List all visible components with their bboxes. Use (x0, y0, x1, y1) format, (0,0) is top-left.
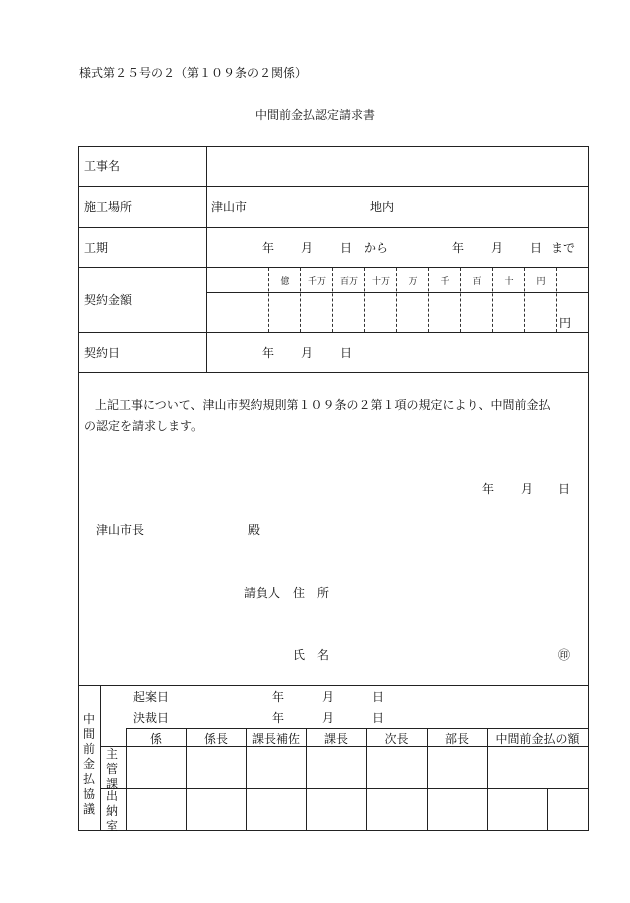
col-kakari: 係 (149, 732, 162, 746)
unit-juman: 十万 (371, 277, 390, 287)
unit-man: 万 (408, 277, 418, 287)
request-year: 年 (482, 482, 495, 496)
contractor-label: 請負人 (244, 586, 281, 600)
row-label-location: 施工場所 (84, 200, 133, 214)
seal-mark: ㊞ (558, 648, 571, 662)
drafted-year: 年 (272, 690, 285, 704)
contract-month: 月 (301, 346, 314, 360)
name-label: 氏 名 (293, 648, 330, 662)
name-field[interactable] (340, 642, 550, 666)
col-bucho: 部長 (444, 732, 469, 746)
period-from-day: 日 (340, 241, 353, 255)
unit-hyaku: 百 (472, 277, 482, 287)
row-label-period: 工期 (84, 241, 109, 255)
unit-oku: 億 (280, 277, 290, 287)
request-month: 月 (521, 482, 534, 496)
honorific: 殿 (248, 523, 261, 537)
period-to-year: 年 (452, 241, 465, 255)
period-to-month: 月 (491, 241, 504, 255)
row-shukanka: 主管課 (105, 747, 118, 791)
contract-day: 日 (340, 346, 353, 360)
drafted-month: 月 (322, 690, 335, 704)
col-kacho-hosa: 課長補佐 (251, 732, 300, 746)
address-label: 住 所 (293, 586, 330, 600)
row-label-contract-date: 契約日 (84, 346, 121, 360)
unit-ju: 十 (504, 277, 514, 287)
decided-year: 年 (272, 711, 285, 725)
period-from-month: 月 (301, 241, 314, 255)
location-suffix: 地内 (370, 200, 395, 214)
row-suitoshitsu: 出納室 (105, 789, 118, 833)
decided-day: 日 (372, 711, 385, 725)
request-paragraph-line2: の認定を請求します。 (84, 419, 204, 433)
page-title: 中間前金払認定請求書 (254, 108, 375, 122)
location-field[interactable] (208, 188, 586, 225)
row-label-amount: 契約金額 (84, 293, 133, 307)
request-day: 日 (558, 482, 571, 496)
form-number: 様式第２５号の２（第１０９条の２関係） (79, 66, 308, 80)
contract-year: 年 (262, 346, 275, 360)
period-from-year: 年 (262, 241, 275, 255)
request-paragraph-line1: 上記工事について、津山市契約規則第１０９条の２第１項の規定により、中間前金払 (95, 398, 551, 412)
addressee: 津山市長 (96, 523, 145, 537)
address-field[interactable] (340, 580, 580, 604)
unit-senman: 千万 (307, 277, 326, 287)
period-from-kara: から (364, 241, 389, 255)
period-to-day: 日 (530, 241, 543, 255)
location-city: 津山市 (211, 200, 248, 214)
period-to-made: まで (551, 241, 576, 255)
project-name-field[interactable] (208, 148, 586, 184)
col-amount: 中間前金払の額 (495, 732, 580, 746)
decided-month: 月 (322, 711, 335, 725)
col-kakaricho: 係長 (203, 732, 228, 746)
decided-label: 決裁日 (133, 711, 170, 725)
drafted-day: 日 (372, 690, 385, 704)
unit-hyakuman: 百万 (339, 277, 358, 287)
unit-sen: 千 (440, 277, 450, 287)
col-jicho: 次長 (384, 732, 409, 746)
unit-en: 円 (536, 277, 546, 287)
drafted-label: 起案日 (133, 690, 170, 704)
row-label-project-name: 工事名 (84, 159, 121, 173)
amount-yen-suffix: 円 (559, 316, 572, 330)
approval-side-label: 中間前金払協議 (82, 712, 95, 816)
col-kacho: 課長 (323, 732, 348, 746)
